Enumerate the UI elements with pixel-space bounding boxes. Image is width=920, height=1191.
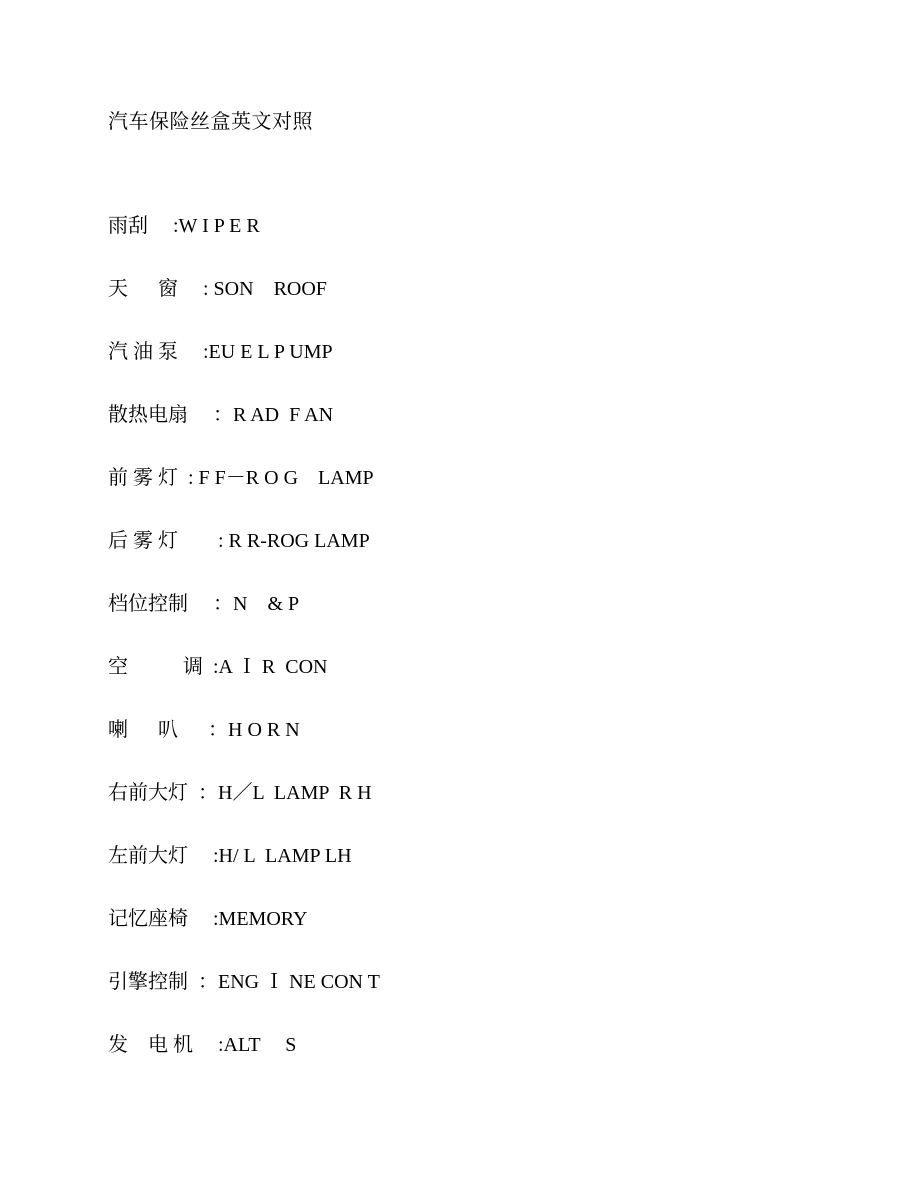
fuse-entry-sunroof: 天 窗 : SON ROOF <box>108 278 327 300</box>
fuse-entry-rear-fog-lamp: 后 雾 灯 : R R-ROG LAMP <box>108 530 370 552</box>
fuse-entry-horn: 喇 叭 ：H O R N <box>108 719 300 741</box>
fuse-entry-front-fog-lamp: 前 雾 灯 : F F－R O G LAMP <box>108 467 374 489</box>
fuse-entry-fuel-pump: 汽 油 泵 :EU E L P UMP <box>108 341 333 363</box>
fuse-entry-radiator-fan: 散热电扇 ：R AD F AN <box>108 404 334 426</box>
fuse-entry-wiper: 雨刮 :W I P E R <box>108 215 260 237</box>
fuse-entry-engine-control: 引擎控制 ：ENG Ｉ NE CON T <box>108 971 380 993</box>
fuse-entry-headlamp-rh: 右前大灯 ：H／L LAMP R H <box>108 782 372 804</box>
fuse-entry-gear-control: 档位控制 ：N & P <box>108 593 300 615</box>
fuse-entry-headlamp-lh: 左前大灯 :H/ L LAMP LH <box>108 845 352 867</box>
document-title: 汽车保险丝盒英文对照 <box>108 111 313 133</box>
fuse-entry-air-con: 空 调 :A Ｉ R CON <box>108 656 328 678</box>
fuse-entry-memory-seat: 记忆座椅 :MEMORY <box>108 908 308 930</box>
fuse-entry-alternator: 发 电 机 :ALT S <box>108 1034 297 1056</box>
